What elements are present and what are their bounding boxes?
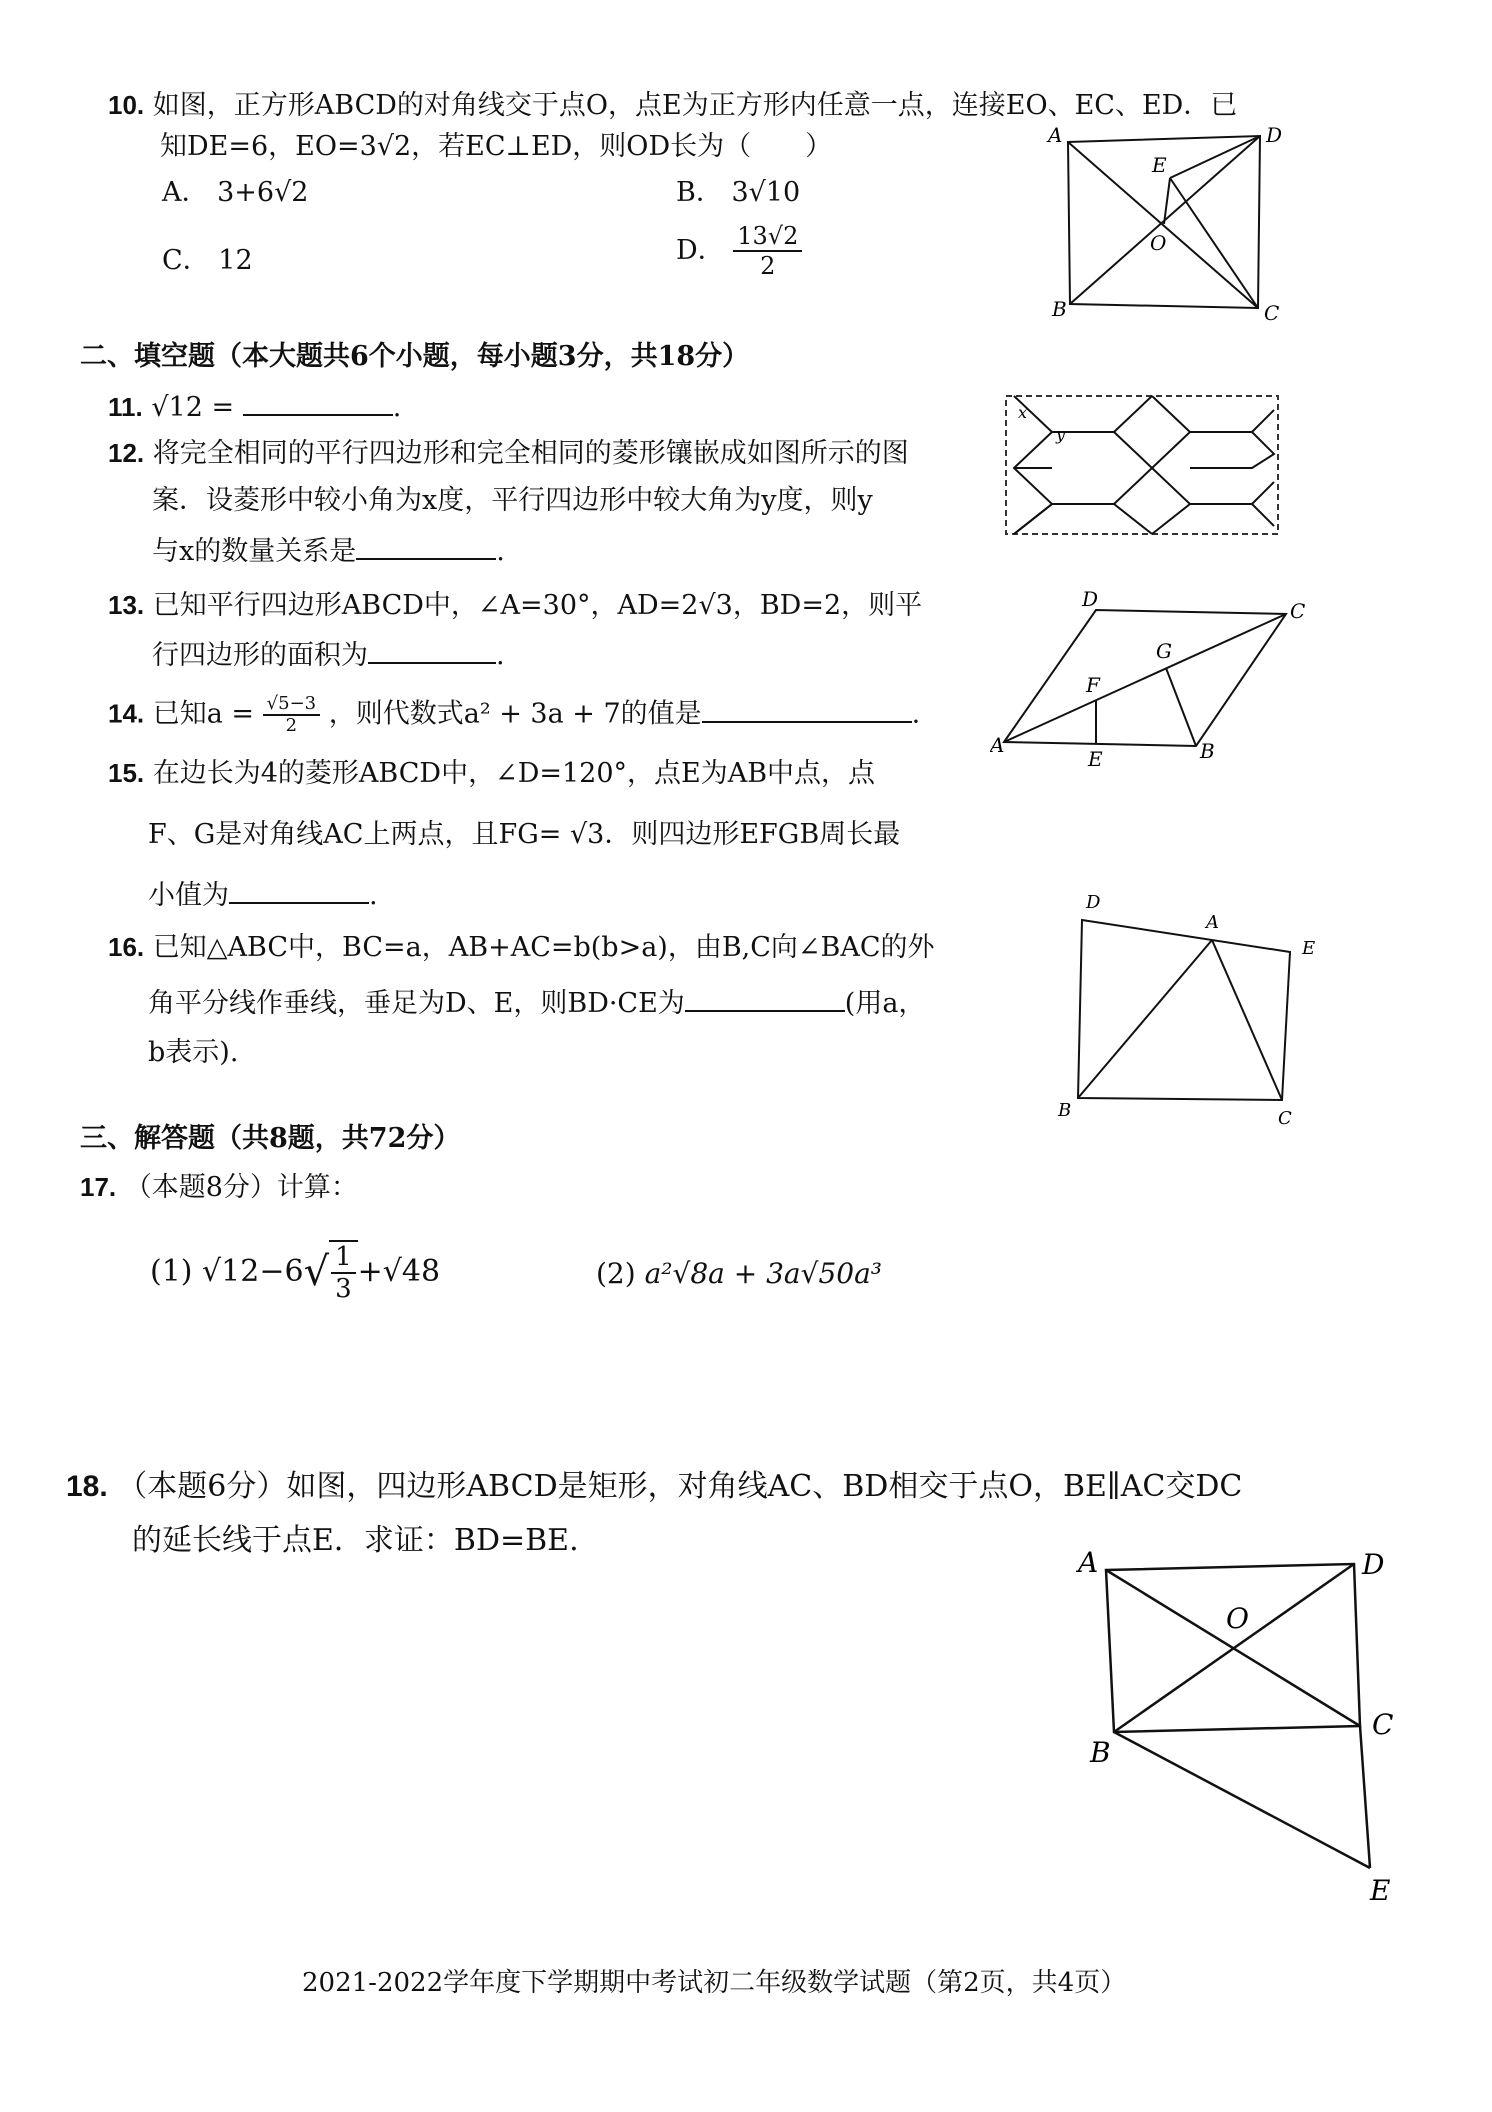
label-x: x bbox=[1018, 403, 1028, 422]
label-e: E bbox=[1302, 938, 1316, 959]
q14-fraction bbox=[263, 694, 320, 736]
option-label: B． bbox=[676, 177, 723, 208]
label-c: C bbox=[1264, 301, 1280, 325]
label-g: G bbox=[1156, 639, 1172, 663]
q12-text-3: 与x的数量关系是 bbox=[152, 536, 357, 567]
q13-line2 bbox=[152, 636, 505, 673]
q10-square-figure bbox=[1040, 120, 1300, 330]
fraction-denominator: 2 bbox=[760, 252, 776, 280]
part2-label: (2) bbox=[596, 1257, 636, 1290]
label-c: C bbox=[1290, 599, 1306, 623]
label-b: B bbox=[1058, 1100, 1072, 1121]
q15-text-3: 小值为 bbox=[148, 880, 229, 911]
label-d: D bbox=[1266, 123, 1283, 147]
section2-heading: 二、填空题（本大题共6个小题，每小题3分，共18分） bbox=[80, 341, 750, 372]
fraction-denominator: 3 bbox=[335, 1274, 352, 1304]
q10-option-b[interactable] bbox=[676, 176, 800, 210]
label-b: B bbox=[1200, 739, 1215, 763]
label-c: C bbox=[1372, 1708, 1394, 1741]
q14-post: ，则代数式a² + 3a + 7的值是 bbox=[328, 698, 702, 730]
q13-line1 bbox=[108, 588, 922, 623]
q15-number: 15. bbox=[108, 758, 145, 788]
q17-part2 bbox=[596, 1256, 882, 1292]
label-b: B bbox=[1090, 1736, 1111, 1769]
option-text: 3√10 bbox=[731, 177, 801, 208]
label-e: E bbox=[1152, 153, 1167, 177]
q15-answer-blank[interactable] bbox=[229, 876, 369, 904]
option-label: D． bbox=[676, 235, 725, 266]
label-o: O bbox=[1150, 231, 1167, 255]
q10-number: 10. bbox=[108, 90, 145, 120]
q14-pre: 已知a = bbox=[152, 698, 255, 730]
q10-line1 bbox=[108, 88, 1237, 123]
q16-line1 bbox=[108, 930, 935, 965]
q16-text-2b: (用a， bbox=[844, 988, 926, 1019]
q11-line bbox=[108, 388, 401, 425]
q14-line bbox=[108, 694, 920, 736]
q12-line1 bbox=[108, 436, 909, 471]
label-a: A bbox=[1048, 123, 1063, 147]
q17-title: （本题8分）计算： bbox=[124, 1172, 358, 1203]
label-a: A bbox=[990, 733, 1005, 757]
option-text: 12 bbox=[218, 245, 253, 276]
label-y: y bbox=[1056, 425, 1066, 444]
fraction-numerator: 13√2 bbox=[733, 222, 802, 252]
q16-text-1: 已知△ABC中，BC=a，AB+AC=b(b>a)，由B,C向∠BAC的外 bbox=[152, 932, 935, 963]
option-text: 3+6√2 bbox=[217, 177, 309, 208]
label-d: D bbox=[1362, 1548, 1385, 1581]
label-e: E bbox=[1370, 1874, 1391, 1906]
label-o: O bbox=[1226, 1602, 1249, 1635]
option-fraction bbox=[733, 222, 802, 280]
part1-label: (1) bbox=[150, 1254, 193, 1289]
q10-option-d[interactable] bbox=[676, 222, 802, 280]
q15-line2: F、G是对角线AC上两点，且FG= √3．则四边形EFGB周长最 bbox=[148, 819, 901, 850]
option-label: A． bbox=[162, 177, 209, 208]
page-footer: 2021-2022学年度下学期期中考试初二年级数学试题（第2页，共4页） bbox=[302, 1968, 1127, 1998]
q11-end: . bbox=[392, 392, 402, 423]
q13-text-2: 行四边形的面积为 bbox=[152, 640, 368, 671]
q17-part1 bbox=[150, 1240, 440, 1304]
q12-line2: 案．设菱形中较小角为x度，平行四边形中较大角为y度，则y bbox=[152, 485, 873, 516]
label-c: C bbox=[1278, 1108, 1292, 1128]
part2-expression: a²√8a + 3a√50a³ bbox=[644, 1257, 883, 1290]
q13-parallelogram-figure bbox=[990, 586, 1310, 770]
q18-rectangle-figure bbox=[1070, 1536, 1410, 1906]
q18-line2: 的延长线于点E．求证：BD=BE. bbox=[132, 1523, 579, 1558]
part1-term-b: −6 bbox=[259, 1254, 304, 1289]
q15-line1 bbox=[108, 756, 875, 791]
label-a: A bbox=[1078, 1546, 1099, 1579]
q10-line2: 知DE=6，EO=3√2，若EC⊥ED，则OD长为（ ） bbox=[160, 131, 833, 162]
option-label: C． bbox=[162, 245, 210, 276]
q17-number: 17. bbox=[80, 1172, 117, 1202]
part1-term-c: +√48 bbox=[357, 1254, 441, 1289]
q12-text-1: 将完全相同的平行四边形和完全相同的菱形镶嵌成如图所示的图 bbox=[152, 438, 909, 469]
q18-line1 bbox=[66, 1468, 1242, 1506]
q15-end: . bbox=[369, 880, 378, 911]
q11-number: 11. bbox=[108, 392, 143, 422]
label-a: A bbox=[1206, 912, 1219, 933]
q16-line3: b表示). bbox=[148, 1037, 239, 1068]
q16-line2 bbox=[148, 984, 925, 1021]
q12-tessellation-figure bbox=[1004, 392, 1284, 542]
label-b: B bbox=[1052, 297, 1067, 321]
q10-option-a[interactable] bbox=[162, 176, 308, 210]
q18-number: 18. bbox=[66, 1470, 108, 1503]
q16-number: 16. bbox=[108, 932, 145, 962]
q16-answer-blank[interactable] bbox=[685, 984, 845, 1012]
q12-end: . bbox=[496, 536, 505, 567]
q12-line3 bbox=[152, 532, 505, 569]
q15-text-1: 在边长为4的菱形ABCD中，∠D=120°，点E为AB中点，点 bbox=[152, 758, 876, 789]
label-f: F bbox=[1086, 673, 1100, 697]
fraction-denominator: 2 bbox=[285, 715, 298, 736]
q12-number: 12. bbox=[108, 438, 145, 468]
radical-sign: √ bbox=[303, 1249, 330, 1295]
q11-text: √12 = bbox=[151, 392, 235, 423]
q15-line3 bbox=[148, 876, 378, 913]
q16-triangle-figure bbox=[1050, 888, 1330, 1128]
fraction-numerator: √5−3 bbox=[263, 694, 320, 716]
label-d: D bbox=[1086, 892, 1101, 913]
q17-title-line bbox=[80, 1170, 358, 1205]
q13-text-1: 已知平行四边形ABCD中，∠A=30°，AD=2√3，BD=2，则平 bbox=[152, 590, 923, 621]
q14-number: 14. bbox=[108, 698, 145, 729]
q13-answer-blank[interactable] bbox=[368, 636, 496, 664]
fraction-numerator: 1 bbox=[331, 1242, 356, 1274]
label-d: D bbox=[1082, 587, 1099, 611]
q14-answer-blank[interactable] bbox=[702, 695, 912, 723]
q12-answer-blank[interactable] bbox=[356, 532, 496, 560]
q10-option-c[interactable] bbox=[162, 244, 253, 278]
section3-heading: 三、解答题（共8题，共72分） bbox=[80, 1123, 461, 1154]
q18-text-1: （本题6分）如图，四边形ABCD是矩形，对角线AC、BD相交于点O，BE∥AC交DC bbox=[117, 1469, 1243, 1504]
part1-fraction bbox=[329, 1240, 358, 1304]
part1-term-a: √12 bbox=[202, 1254, 260, 1289]
q13-end: . bbox=[496, 640, 505, 671]
q14-end: . bbox=[911, 698, 921, 730]
q13-number: 13. bbox=[108, 590, 145, 620]
q10-text-1: 如图，正方形ABCD的对角线交于点O，点E为正方形内任意一点，连接EO、EC、ED．已 bbox=[152, 90, 1238, 121]
q16-text-2: 角平分线作垂线，垂足为D、E，则BD·CE为 bbox=[148, 988, 685, 1019]
q11-answer-blank[interactable] bbox=[243, 388, 393, 416]
label-e: E bbox=[1088, 747, 1103, 770]
